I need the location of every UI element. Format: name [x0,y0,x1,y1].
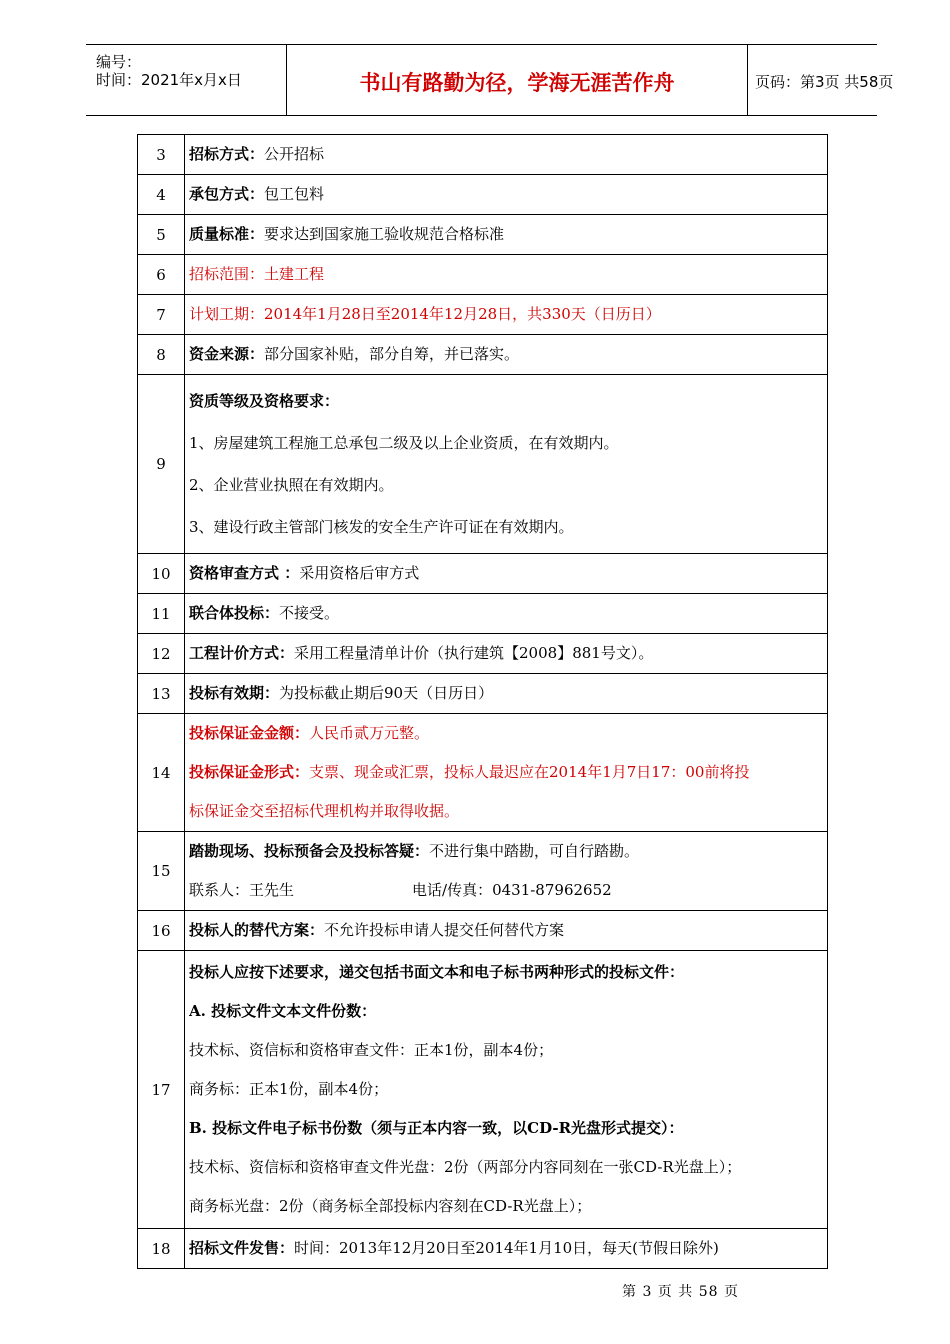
contact-phone: 电话/传真：0431-87962652 [412,881,612,899]
row-content [185,175,828,215]
row-label: 联合体投标： [189,604,280,622]
header-page-cell [747,45,894,115]
table-row [138,951,828,1229]
tender-info-table [137,134,828,1269]
row-text: 招标范围：土建工程 [189,265,325,283]
table-row [138,335,828,375]
header-meta [86,45,286,115]
row-label: 投标有效期： [189,684,280,702]
row-number: 8 [138,335,185,375]
row-text: 不接受。 [279,604,340,622]
row-label: 资金来源： [189,345,265,363]
row-text: 采用资格后审方式 [299,564,420,582]
row-content [185,295,828,335]
row-label: 投标人的替代方案： [189,921,325,939]
page-indicator: 页码：第3页 共58页 [755,73,894,91]
list-item: 技术标、资信标和资格审查文件光盘：2份（两部分内容同刻在一张CD-R光盘上）； [189,1158,742,1176]
row-label: 工程计价方式： [189,644,295,662]
list-item: 3、建设行政主管部门核发的安全生产许可证在有效期内。 [189,518,574,536]
row-number: 15 [138,832,185,911]
row-label: 承包方式： [189,185,265,203]
row-label: 招标方式： [189,145,265,163]
row-text: 不允许投标申请人提交任何替代方案 [324,921,565,939]
row-text: 公开招标 [264,145,325,163]
row-number: 14 [138,714,185,832]
row-number: 18 [138,1229,185,1269]
row-content [185,634,828,674]
row-number: 10 [138,554,185,594]
header-motto-cell [286,45,748,115]
row-text: 人民币贰万元整。 [309,724,430,742]
row-text: 支票、现金或汇票，投标人最迟应在2014年1月7日17：00前将投 [309,763,750,781]
row-heading: 资质等级及资格要求： [189,392,340,410]
row-content [185,714,828,832]
list-item: 商务标光盘：2份（商务标全部投标内容刻在CD-R光盘上）； [189,1197,592,1215]
row-label: 投标保证金金额： [189,724,310,742]
row-content [185,951,828,1229]
row-content [185,674,828,714]
row-content [185,832,828,911]
row-label: 踏勘现场、投标预备会及投标答疑： [189,842,430,860]
row-text: 部分国家补贴，部分自筹，并已落实。 [264,345,520,363]
table-row [138,295,828,335]
row-content [185,554,828,594]
section-title: A. 投标文件文本文件份数： [189,1002,377,1020]
table-row [138,911,828,951]
row-number: 5 [138,215,185,255]
row-content [185,1229,828,1269]
page-header [86,44,894,116]
page-footer: 第 3 页 共 58 页 [622,1284,739,1300]
row-content [185,594,828,634]
row-text: 时间：2013年12月20日至2014年1月10日，每天(节假日除外) [294,1239,719,1257]
table-row [138,714,828,832]
row-content [185,135,828,175]
row-content [185,255,828,295]
row-text: 采用工程量清单计价（执行建筑【2008】881号文）。 [294,644,654,662]
table-row [138,554,828,594]
table-row [138,135,828,175]
contact-person: 联系人：王先生 [189,881,295,899]
row-content [185,335,828,375]
motto: 书山有路勤为径，学海无涯苦作舟 [359,71,675,95]
row-number: 4 [138,175,185,215]
row-number: 12 [138,634,185,674]
row-content [185,911,828,951]
row-number: 9 [138,375,185,554]
row-label: 资格审查方式 ： [189,564,300,582]
row-text: 包工包料 [264,185,325,203]
row-heading: 投标人应按下述要求，递交包括书面文本和电子标书两种形式的投标文件： [189,963,685,981]
row-number: 6 [138,255,185,295]
table-row [138,175,828,215]
table-row [138,1229,828,1269]
table-row [138,832,828,911]
table-row [138,215,828,255]
table-row [138,375,828,554]
table-row [138,594,828,634]
row-label: 质量标准： [189,225,265,243]
row-number: 3 [138,135,185,175]
section-title: B. 投标文件电子标书份数（须与正本内容一致，以CD-R光盘形式提交）： [189,1119,684,1137]
list-item: 2、企业营业执照在有效期内。 [189,476,394,494]
table-row [138,255,828,295]
row-text: 标保证金交至招标代理机构并取得收据。 [189,802,460,820]
document-time: 时间：2021年x月x日 [96,71,242,89]
row-content [185,215,828,255]
table-row [138,674,828,714]
row-number: 11 [138,594,185,634]
table-row [138,634,828,674]
row-label: 招标文件发售： [189,1239,295,1257]
document-number: 编号： [96,53,142,71]
row-number: 17 [138,951,185,1229]
row-label: 投标保证金形式： [189,763,310,781]
list-item: 商务标：正本1份，副本4份； [189,1080,389,1098]
row-text: 为投标截止期后90天（日历日） [279,684,494,702]
row-text: 计划工期：2014年1月28日至2014年12月28日，共330天（日历日） [189,305,661,323]
list-item: 1、房屋建筑工程施工总承包二级及以上企业资质，在有效期内。 [189,434,619,452]
row-content [185,375,828,554]
list-item: 技术标、资信标和资格审查文件：正本1份，副本4份； [189,1041,554,1059]
row-text: 要求达到国家施工验收规范合格标准 [264,225,505,243]
row-number: 13 [138,674,185,714]
row-number: 7 [138,295,185,335]
row-number: 16 [138,911,185,951]
row-text: 不进行集中踏勘，可自行踏勘。 [429,842,640,860]
